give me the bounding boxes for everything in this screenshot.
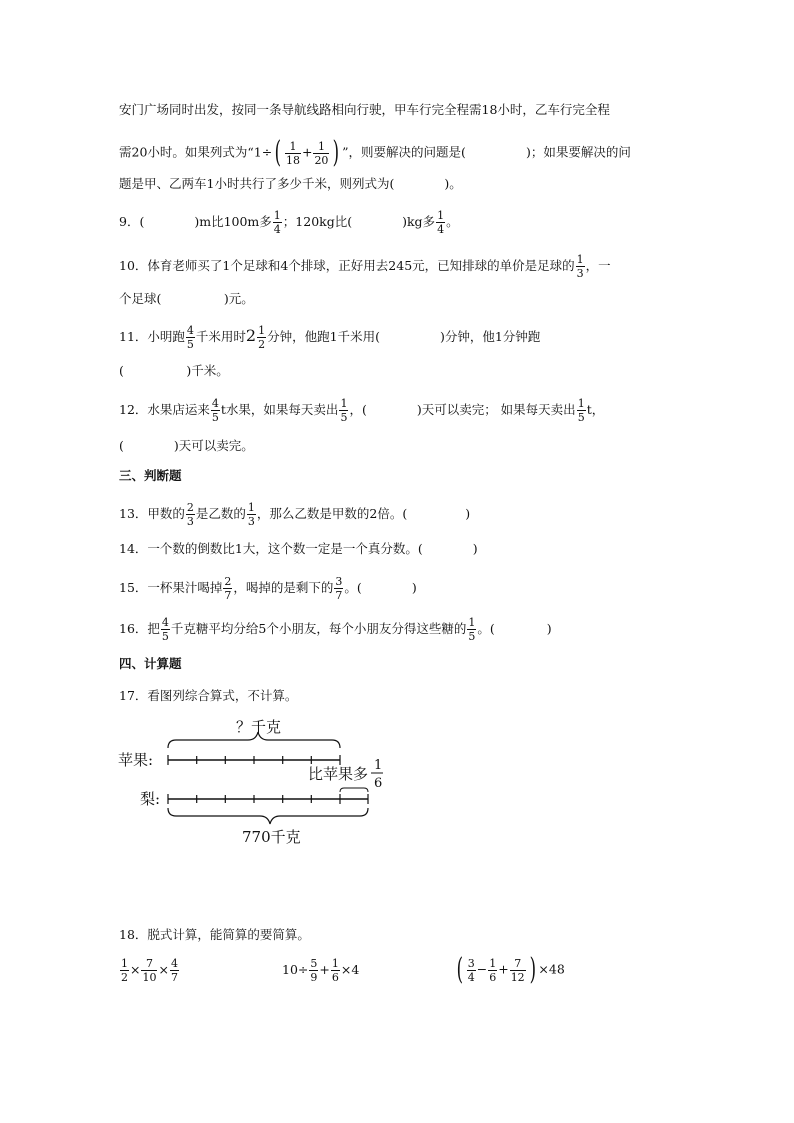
- denominator: 5: [340, 411, 348, 424]
- numerator: 1: [121, 957, 128, 970]
- denominator: 18: [285, 153, 300, 167]
- apple-label: 苹果:: [118, 751, 154, 769]
- text: ，一: [585, 258, 611, 273]
- numerator: 7: [141, 958, 157, 971]
- paren-left: (: [274, 135, 282, 170]
- numerator: 3: [335, 575, 343, 588]
- line-segment-diagram: [110, 712, 410, 852]
- fraction: [577, 398, 586, 423]
- fraction: [576, 254, 585, 279]
- text: )kg多: [402, 214, 436, 229]
- fraction: [120, 958, 129, 983]
- numerator: 1: [273, 209, 281, 222]
- fraction: [170, 958, 179, 983]
- operator: +: [301, 144, 313, 160]
- numerator: 1: [489, 956, 497, 970]
- question-13: [119, 502, 470, 527]
- fraction: [309, 958, 318, 983]
- denominator: 10: [142, 971, 157, 984]
- numerator: 4: [186, 324, 194, 337]
- expression-2: [282, 958, 359, 983]
- top-label: ？千克: [236, 718, 282, 736]
- denominator: 6: [489, 970, 497, 984]
- numerator: 1: [468, 616, 476, 629]
- bottom-brace: [168, 808, 368, 824]
- more-label: 比苹果多: [308, 765, 369, 783]
- question-14: 14．一个数的倒数比1大，这个数一定是一个真分数。( ): [119, 541, 478, 556]
- numerator: 1: [331, 957, 339, 970]
- bottom-label: 770千克: [242, 828, 301, 846]
- text: 9．(: [119, 214, 145, 229]
- more-fraction-denominator: 6: [374, 776, 383, 791]
- text: 12．水果店运来: [119, 402, 210, 417]
- operator: ×: [130, 962, 141, 977]
- section-heading: 三、判断题: [119, 468, 182, 483]
- fraction: [313, 141, 329, 166]
- text: 13．甲数的: [119, 506, 185, 521]
- text-line: 个足球( )元。: [119, 291, 254, 306]
- fraction: [331, 958, 340, 983]
- text-line: 题是甲、乙两车1小时共行了多少千米，则列式为( )。: [119, 176, 462, 191]
- operator: +: [319, 962, 330, 977]
- text: ，(: [349, 402, 367, 417]
- operator: +: [498, 961, 509, 977]
- text: 16．把: [119, 621, 160, 636]
- question-18: 18．脱式计算，能简算的要简算。: [119, 927, 310, 942]
- denominator: 12: [510, 970, 525, 984]
- text: ；120kg比(: [282, 214, 353, 229]
- paren-left: (: [456, 952, 464, 987]
- text: ): [546, 621, 552, 636]
- fraction: [186, 502, 195, 527]
- text: ×48: [538, 961, 565, 977]
- pear-label: 梨:: [140, 790, 161, 808]
- text: )；如果要解决的问: [525, 144, 631, 160]
- text: )m比100m多: [194, 214, 272, 229]
- numerator: 1: [258, 324, 266, 337]
- more-fraction-numerator: 1: [374, 758, 383, 773]
- text: 11．小明跑: [119, 329, 185, 344]
- text: 。(: [477, 621, 495, 636]
- operator: ×: [158, 962, 169, 977]
- question-11: [119, 325, 540, 350]
- numerator: 1: [577, 397, 585, 410]
- expression-3: [454, 952, 565, 987]
- numerator: 1: [340, 397, 348, 410]
- text: 。: [446, 214, 459, 229]
- section-heading: 四、计算题: [119, 656, 182, 671]
- text: t水果，如果每天卖出: [220, 402, 339, 417]
- fraction: [211, 398, 220, 423]
- denominator: 2: [258, 338, 266, 351]
- numerator: 1: [285, 141, 301, 154]
- fraction: [247, 502, 256, 527]
- fraction: [488, 958, 497, 983]
- expression-1: [119, 958, 180, 983]
- whole-number: 2: [245, 326, 257, 345]
- text: ”，则要解决的问题是(: [342, 144, 466, 160]
- denominator: 5: [186, 338, 194, 351]
- numerator: 4: [211, 397, 219, 410]
- text: ×4: [340, 962, 360, 977]
- numerator: 2: [224, 575, 232, 588]
- numerator: 1: [313, 141, 329, 154]
- fraction: [467, 958, 476, 983]
- denominator: 5: [211, 411, 219, 424]
- text: 需20小时。如果列式为“1÷: [119, 144, 273, 160]
- fraction: [257, 325, 266, 350]
- numerator: 4: [161, 616, 169, 629]
- numerator: 1: [437, 209, 445, 222]
- paren-right: ): [333, 135, 340, 170]
- operator: −: [476, 961, 488, 977]
- question-10: [119, 254, 611, 279]
- text: 千米用时: [195, 329, 246, 344]
- question-12: [119, 398, 604, 423]
- denominator: 4: [467, 970, 475, 984]
- question-16: [119, 617, 552, 642]
- denominator: 4: [273, 223, 281, 236]
- denominator: 6: [331, 971, 339, 984]
- denominator: 9: [310, 971, 318, 984]
- fraction: [161, 617, 170, 642]
- numerator: 2: [186, 501, 194, 514]
- fraction: [334, 576, 343, 601]
- text: t，: [586, 402, 605, 417]
- fraction: [510, 958, 526, 983]
- fraction: [436, 210, 445, 235]
- question-15: [119, 576, 417, 601]
- numerator: 1: [247, 501, 255, 514]
- denominator: 7: [170, 971, 178, 984]
- denominator: 7: [335, 589, 343, 602]
- question-17: 17．看图列综合算式，不计算。: [119, 688, 298, 703]
- denominator: 3: [576, 267, 584, 280]
- paren-right: ): [529, 952, 536, 987]
- fraction: [141, 958, 157, 983]
- text: 是乙数的: [195, 506, 246, 521]
- denominator: 5: [468, 630, 476, 643]
- numerator: 5: [310, 957, 318, 970]
- text-line: ( )天可以卖完。: [119, 438, 254, 453]
- denominator: 5: [161, 630, 169, 643]
- denominator: 5: [577, 411, 585, 424]
- numerator: 1: [576, 253, 584, 266]
- fraction: [223, 576, 232, 601]
- text: 。(: [344, 580, 362, 595]
- denominator: 7: [224, 589, 232, 602]
- text: 千克糖平均分给5个小朋友，每个小朋友分得这些糖的: [170, 621, 467, 636]
- extra-brace: [340, 788, 368, 792]
- numerator: 7: [510, 958, 526, 971]
- text: 10÷: [282, 962, 309, 977]
- text: ，喝掉的是剩下的: [233, 580, 334, 595]
- text-line: 安门广场同时出发，按同一条导航线路相向行驶，甲车行完全程需18小时，乙车行完全程: [119, 102, 610, 117]
- denominator: 20: [314, 153, 329, 167]
- fraction: [273, 210, 282, 235]
- numerator: 4: [170, 957, 178, 970]
- text: 15．一杯果汁喝掉: [119, 580, 223, 595]
- numerator: 3: [467, 956, 475, 970]
- text: ，那么乙数是甲数的2倍。(: [256, 506, 408, 521]
- fraction: [186, 325, 195, 350]
- text: )天可以卖完； 如果每天卖出: [416, 402, 576, 417]
- fraction: [467, 617, 476, 642]
- text-line: [119, 135, 631, 170]
- text: ): [465, 506, 471, 521]
- text-line: ( )千米。: [119, 363, 229, 378]
- denominator: 3: [186, 515, 194, 528]
- text: 10．体育老师买了1个足球和4个排球，正好用去245元，已知排球的单价是足球的: [119, 258, 575, 273]
- question-9: [119, 210, 459, 235]
- denominator: 4: [437, 223, 445, 236]
- denominator: 2: [121, 971, 128, 984]
- text: )分钟，他1分钟跑: [439, 329, 541, 344]
- text: 分钟，他跑1千米用(: [267, 329, 380, 344]
- fraction: [285, 141, 301, 166]
- denominator: 3: [247, 515, 255, 528]
- fraction: [339, 398, 348, 423]
- text: ): [411, 580, 417, 595]
